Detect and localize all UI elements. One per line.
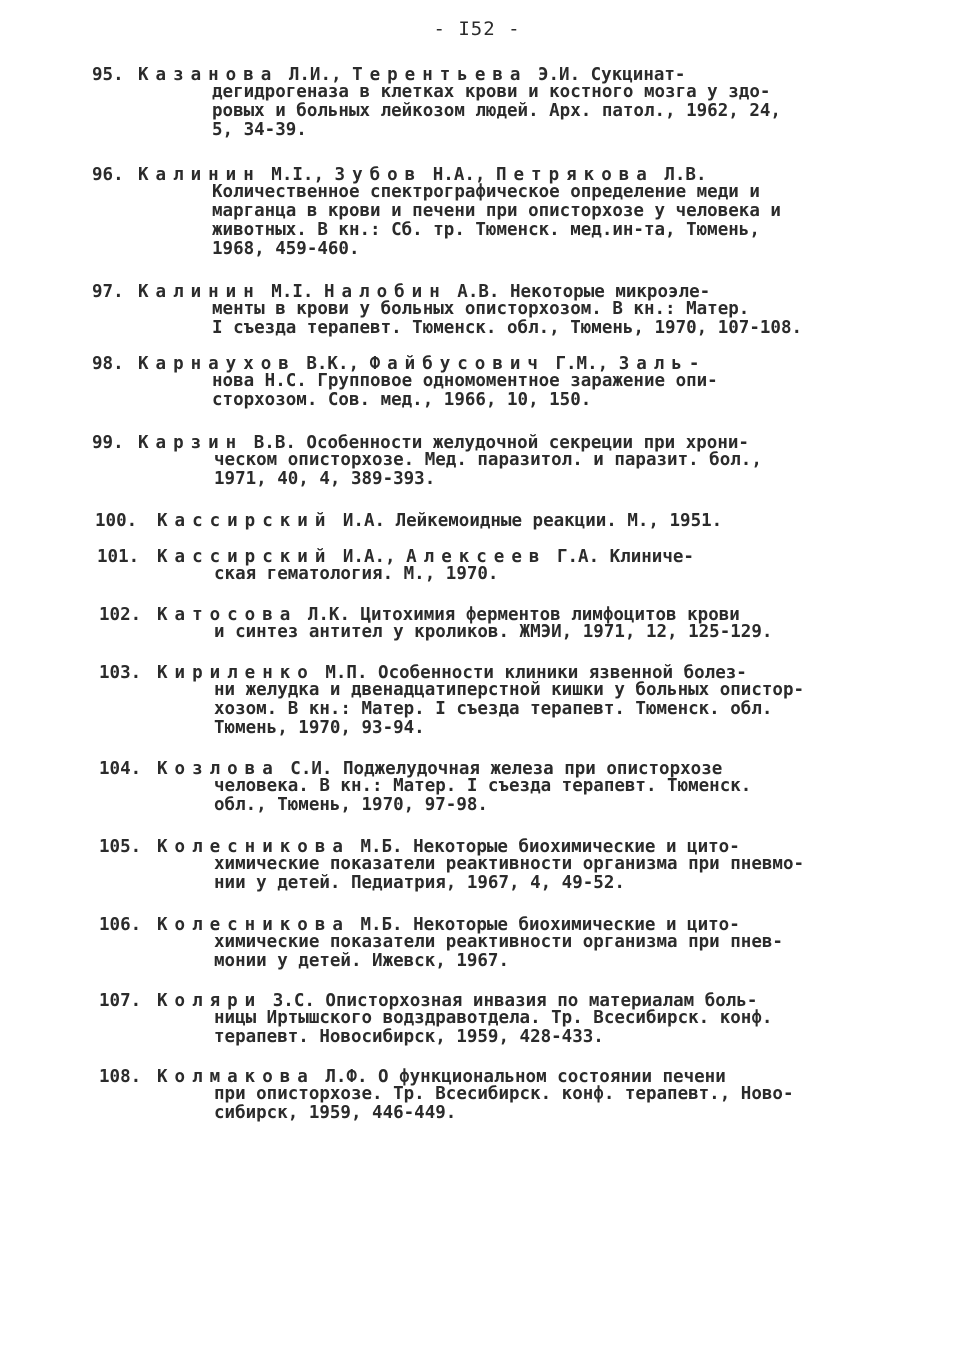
entry-continuation-line: нова Н.С. Групповое одномоментное заражение опи- [212,371,718,391]
entry-continuation-line: химические показатели реактивности организма при пнев- [214,932,783,952]
entry-author-initials: Л.Ф. О функциональном состоянии печени [314,1067,726,1087]
entry-continuation-line: животных. В кн.: Сб. тр. Тюменск. мед.ин-та, Тюмень, [212,220,760,240]
entry-author: Кассирский [157,547,333,567]
entry-author-initials: З.С. Описторхозная инвазия по материалам боль- [262,991,758,1011]
entry-author: Коляри [157,991,263,1011]
entry-number: 107. [99,991,142,1011]
entry-continuation-line: хозом. В кн.: Матер. I съезда терапевт. Тюменск. обл. [214,699,773,719]
entry-coauthor-initials: А.В. Некоторые микроэле- [446,282,711,302]
entry-continuation-line: I съезда терапевт. Тюменск. обл., Тюмень, 1970, 107-108. [212,318,803,338]
entry-number: 101. [97,547,140,567]
entry-continuation-line: нии у детей. Педиатрия, 1967, 4, 49-52. [214,873,625,893]
entry-author: Казанова [138,65,279,85]
bibliography-entry [97,548,954,586]
entry-author-initials: Л.К. Цитохимия ферментов лимфоцитов крови [297,605,740,625]
entry-continuation-line: ницы Иртышского водздравотдела. Тр. Всесибирск. конф. [214,1008,773,1028]
entry-continuation-line: сторхозом. Сов. мед., 1966, 10, 150. [212,390,592,410]
entry-author-initials: С.И. Поджелудочная железа при описторхозе [279,759,723,779]
entry-number: 104. [99,759,142,779]
entry-first-line [157,512,722,531]
entry-author-initials: В.К., [295,354,370,374]
entry-continuation-line: марганца в крови и печени при описторхозе у человека и [212,201,781,221]
entry-continuation-line: сибирск, 1959, 446-449. [214,1103,457,1123]
entry-continuation-line: менты в крови у больных описторхозом. В кн.: Матер. [212,299,750,319]
entry-continuation-line: и синтез антител у кроликов. ЖМЭИ, 1971, 12, 125-129. [214,622,773,642]
entry-number: 99. [92,433,124,453]
entry-continuation-line: терапевт. Новосибирск, 1959, 428-433. [214,1027,604,1047]
entry-number: 96. [92,165,124,185]
entry-number: 102. [99,605,142,625]
bibliography-entry [99,916,954,973]
bibliography-entry [99,838,954,895]
entry-author: Кассирский [157,511,333,531]
entry-continuation-line: ская гематология. М., 1970. [214,564,499,584]
entry-coauthor-initials: Э.И. Сукцинат- [527,65,686,85]
entry-continuation-line: Количественное спектрографическое определение меди и [212,182,760,202]
entry-number: 105. [99,837,142,857]
entry-author: Колесникова [157,837,350,857]
bibliography-entry [92,66,954,142]
entry-continuation-line: монии у детей. Ижевск, 1967. [214,951,510,971]
entry-continuation-line: 5, 34-39. [212,120,307,140]
entry-coauthor: Терентьева [352,65,528,85]
entry-coauthor-initials: Г.М., [544,354,619,374]
page-number: - I52 - [433,18,521,40]
entry-coauthor-initials: Г.А. Клиниче- [546,547,694,567]
entry-number: 106. [99,915,142,935]
entry-continuation-line: при описторхозе. Тр. Всесибирск. конф. терапевт., Ново- [214,1084,794,1104]
entry-author-initials: М.П. Особенности клиники язвенной болез- [314,663,747,683]
bibliography-entry [99,1068,954,1125]
entry-coauthor: Алексеев [406,547,547,567]
entry-number: 108. [99,1067,142,1087]
entry-author: Калинин [138,165,261,185]
entry-number: 100. [95,511,138,531]
entry-continuation-line: обл., Тюмень, 1970, 97-98. [214,795,488,815]
bibliography-entry [99,992,954,1049]
entry-continuation-line: Тюмень, 1970, 93-94. [214,718,425,738]
bibliography-entry [99,664,954,740]
entry-continuation-line: человека. В кн.: Матер. I съезда терапевт. Тюменск. [214,776,752,796]
bibliography-entry [92,434,954,491]
entry-continuation-line: ни желудка и двенадцатиперстной кишки у больных опистор- [214,680,805,700]
entry-coauthor: Налобин [323,282,447,302]
entry-continuation-line: ровых и больных лейкозом людей. Арх. патол., 1962, 24, [212,101,781,121]
entry-number: 103. [99,663,142,683]
entry-author: Кириленко [157,663,315,683]
entry-author: Карзин [138,433,244,453]
entry-continuation-line: ческом описторхозе. Мед. паразитол. и паразит. бол., [214,450,762,470]
bibliography-entry [92,166,954,261]
entry-author-initials: В.В. Особенности желудочной секреции при хрони- [243,433,749,453]
entry-coauthor-initials: Л.В. [653,165,707,185]
bibliography-entry [99,760,954,817]
entry-author-initials: И.А. Лейкемоидные реакции. М., 1951. [332,511,723,531]
entry-coauthor: Петрякова [495,165,654,185]
entry-continuation-line: 1968, 459-460. [212,239,360,259]
entry-number: 97. [92,282,124,302]
entry-continuation-line: 1971, 40, 4, 389-393. [214,469,436,489]
entry-continuation-line: дегидрогеназа в клетках крови и костного мозга у здо- [212,82,771,102]
entry-author: Козлова [157,759,280,779]
entry-author: Калинин [138,282,261,302]
entry-number: 98. [92,354,124,374]
entry-coauthor: Файбусович [369,354,545,374]
entry-continuation-line: химические показатели реактивности организма при пневмо- [214,854,805,874]
entry-author-initials: Л.И., [278,65,353,85]
entry-coauthor: Заль- [618,354,707,374]
entry-author-initials: М.Б. Некоторые биохимические и цито- [349,915,740,935]
bibliography-entry [92,283,954,340]
entry-author: Колесникова [157,915,350,935]
entry-author-initials: И.А., [332,547,407,567]
entry-number: 95. [92,65,124,85]
entry-coauthor: Зубов [334,165,423,185]
entry-author: Карнаухов [138,354,296,374]
entry-author: Колмакова [157,1067,315,1087]
entry-author-initials: М.I. [260,282,324,302]
entry-author: Катосова [157,605,298,625]
entry-coauthor-initials: Н.А., [422,165,496,185]
bibliography-entry [92,355,954,412]
entry-author-initials: М.Б. Некоторые биохимические и цито- [349,837,740,857]
bibliography-entry [99,606,954,644]
entry-author-initials: М.I., [260,165,335,185]
bibliography-entry [95,512,954,531]
